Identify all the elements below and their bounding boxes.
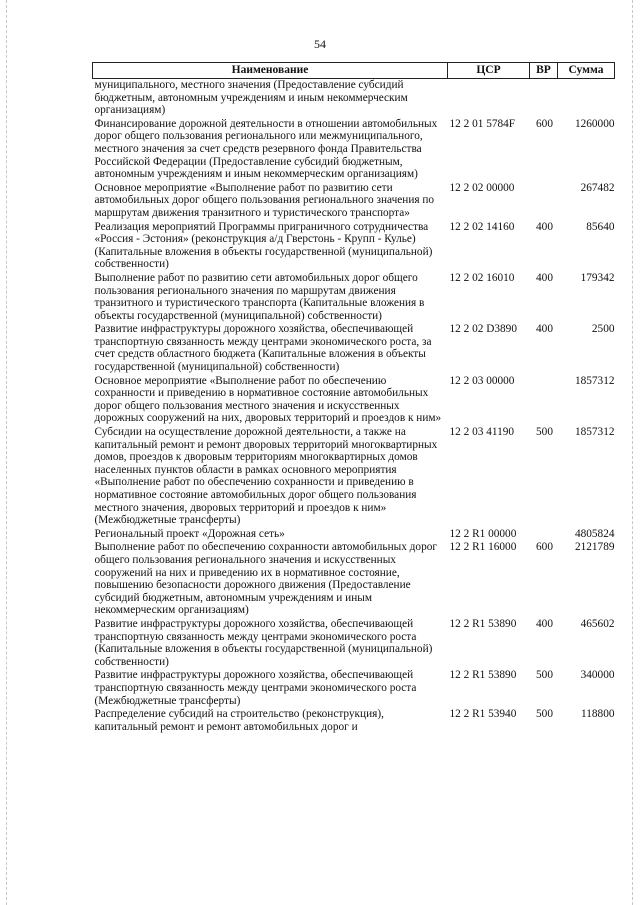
cell-name: Развитие инфраструктуры дорожного хозяйства, обеспечивающей транспортную связанность между центрами экономического роста (Межбюджетные трансферты) <box>94 669 417 707</box>
table-row <box>93 375 615 426</box>
cell-csr: 12 2 R1 53890 <box>449 669 517 682</box>
cell-vr: 500 <box>536 426 553 439</box>
cell-csr: 12 2 R1 00000 <box>449 527 517 540</box>
cell-vr: 500 <box>536 669 553 682</box>
column-header-vr: ВР <box>530 63 558 79</box>
cell-vr: 600 <box>536 541 553 554</box>
table-body <box>93 79 615 735</box>
table-row <box>93 618 615 669</box>
column-header-csr: ЦСР <box>448 63 530 79</box>
cell-csr: 12 2 03 41190 <box>449 426 515 439</box>
cell-vr: 600 <box>536 117 553 130</box>
table-row <box>93 669 615 708</box>
cell-csr: 12 2 R1 53890 <box>449 617 517 630</box>
cell-sum <box>558 79 615 118</box>
cell-csr: 12 2 02 00000 <box>449 181 515 194</box>
column-header-name: Наименование <box>93 63 448 79</box>
column-header-sum: Сумма <box>558 63 615 79</box>
cell-vr: 400 <box>536 220 553 233</box>
cell-name: Финансирование дорожной деятельности в отношении автомобильных дорог общего пользования регионального или межмуниципального, местного значения за счет средств резервного фонда Правительства Российской Федерации (Предоставление субсидий бюджетным, автономным учреждениям и иным некоммерческим организациям) <box>94 117 438 181</box>
page-number: 54 <box>314 37 326 51</box>
budget-table <box>92 62 615 734</box>
cell-sum: 340000 <box>580 669 615 682</box>
cell-vr <box>530 182 558 221</box>
cell-name: Выполнение работ по развитию сети автомобильных дорог общего пользования регионального значения по маршрутам движения транзитного и туристического транспорта (Капитальные вложения в объекты государственной (муниципальной) собственности) <box>94 271 425 322</box>
cell-csr: 12 2 02 16010 <box>449 271 515 284</box>
cell-csr: 12 2 02 14160 <box>449 220 515 233</box>
cell-name: Выполнение работ по обеспечению сохранности автомобильных дорог общего пользования регионального значения и искусственных сооружений на них и приведению их в нормативное состояние, повышению безопасности дорожного движения (Предоставление субсидий бюджетным, автономным учреждениям и иным некоммерческим организациям) <box>94 541 438 617</box>
cell-sum: 465602 <box>580 617 615 630</box>
scan-edge-right <box>632 0 633 905</box>
cell-csr: 12 2 01 5784F <box>449 117 516 130</box>
table-row <box>93 182 615 221</box>
table-row <box>93 528 615 542</box>
table-row <box>93 708 615 734</box>
cell-name: муниципального, местного значения (Предоставление субсидий бюджетным, автономным учреждениям и иным некоммерческим организациям) <box>94 79 408 117</box>
cell-vr <box>530 79 558 118</box>
cell-sum: 1857312 <box>574 374 615 387</box>
cell-vr: 400 <box>536 617 553 630</box>
scan-edge-left <box>6 0 7 905</box>
cell-vr <box>530 375 558 426</box>
cell-name: Региональный проект «Дорожная сеть» <box>94 527 285 540</box>
cell-sum: 267482 <box>580 181 615 194</box>
table-row <box>93 118 615 182</box>
cell-csr <box>448 79 530 118</box>
cell-sum: 2500 <box>591 323 615 336</box>
cell-name: Развитие инфраструктуры дорожного хозяйства, обеспечивающей транспортную связанность между центрами экономического роста, за счет средств областного бюджета (Капитальные вложения в объекты государственной (муниципальной) собственности) <box>94 323 432 374</box>
table-row <box>93 323 615 374</box>
cell-csr: 12 2 02 D3890 <box>449 323 517 336</box>
cell-name: Развитие инфраструктуры дорожного хозяйства, обеспечивающей транспортную связанность между центрами экономического роста (Капитальные вложения в объекты государственной (муниципальной) собственности) <box>94 617 433 668</box>
cell-csr: 12 2 03 00000 <box>449 374 515 387</box>
cell-name: Основное мероприятие «Выполнение работ по обеспечению сохранности и приведению в нормативное состояние автомобильных дорог общего пользования местного значения и искусственных дорожных сооружений на них, дворовых территорий и проездов к ним» <box>94 374 442 425</box>
table-row <box>93 272 615 323</box>
cell-csr: 12 2 R1 16000 <box>449 541 517 554</box>
cell-sum: 4805824 <box>574 527 615 540</box>
cell-csr: 12 2 R1 53940 <box>449 708 517 721</box>
cell-name: Субсидии на осуществление дорожной деятельности, а также на капитальный ремонт и ремонт дворовых территорий многоквартирных домов, проездов к дворовым территориям многоквартирных домов населенных пунктов области в рамках основного мероприятия «Выполнение работ по обеспечению сохранности и приведению в нормативное состояние автомобильных дорог общего пользования местного значения, дворовых территорий и проездов к ним» (Межбюджетные трансферты) <box>94 426 438 527</box>
cell-sum: 179342 <box>580 271 615 284</box>
table-row <box>93 221 615 272</box>
table-row <box>93 426 615 528</box>
cell-vr: 500 <box>536 708 553 721</box>
cell-vr: 400 <box>536 271 553 284</box>
cell-sum: 1260000 <box>574 117 615 130</box>
cell-vr <box>530 528 558 542</box>
cell-sum: 2121789 <box>574 541 615 554</box>
cell-sum: 85640 <box>586 220 615 233</box>
cell-vr: 400 <box>536 323 553 336</box>
table-row <box>93 541 615 618</box>
cell-name: Реализация мероприятий Программы приграничного сотрудничества «Россия - Эстония» (реконструкция а/д Гверстонь - Крупп - Кулье) (Капитальные вложения в объекты государственной (муниципальной) собственности) <box>94 220 433 271</box>
cell-sum: 1857312 <box>574 426 615 439</box>
cell-name: Основное мероприятие «Выполнение работ по развитию сети автомобильных дорог общего пользования регионального значения по маршрутам движения транзитного и туристического транспорта» <box>94 181 435 219</box>
table-header <box>93 63 615 79</box>
cell-sum: 118800 <box>581 708 615 721</box>
cell-name: Распределение субсидий на строительство (реконструкция), капитальный ремонт и ремонт автомобильных дорог и <box>94 708 384 733</box>
table-row <box>93 79 615 118</box>
